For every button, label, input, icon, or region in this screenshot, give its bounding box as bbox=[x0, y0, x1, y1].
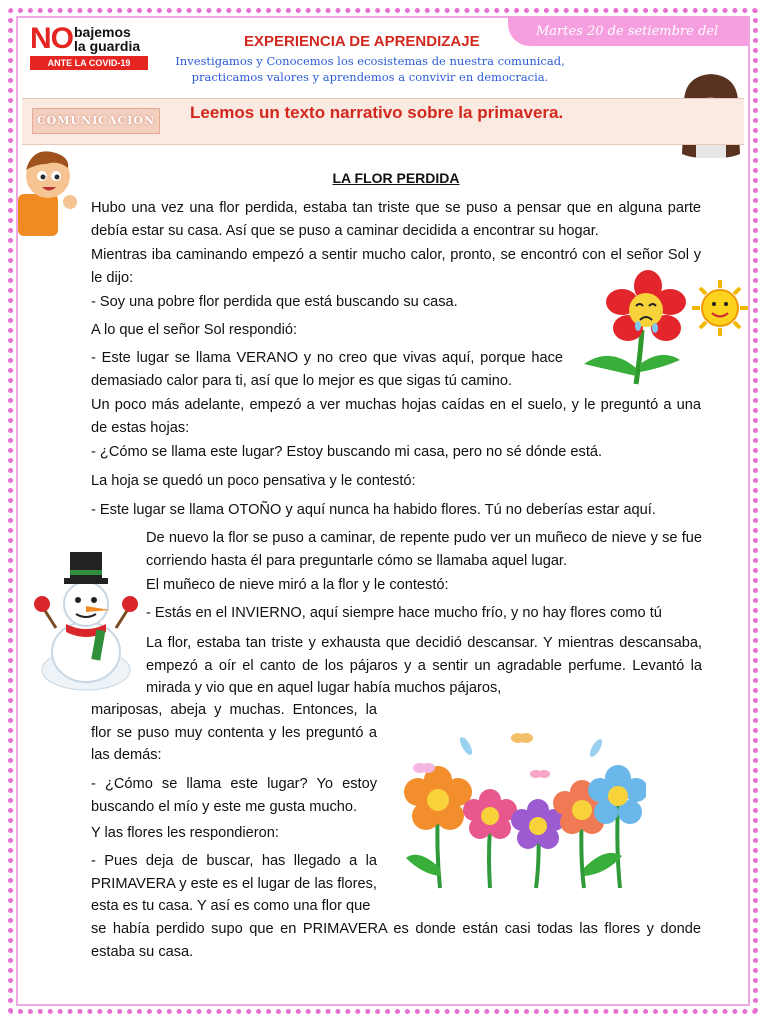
paragraph-10: De nuevo la flor se puso a caminar, de repente pudo ver un muñeco de nieve y se fue corriendo hasta él para preguntarle cómo se llamaba aquel lugar. bbox=[146, 530, 702, 569]
paragraph-15: - ¿Cómo se llama este lugar? Yo estoy buscando el mío y este me gusta mucho. bbox=[91, 776, 377, 815]
paragraph-13: La flor, estaba tan triste y exhausta que decidió descansar. Y mientras descansaba, empezó a oír el canto de los pájaros y a sentir un agradable perfume. Levantó la mirada y vio que en aquel lugar había muchos pájaros, bbox=[146, 635, 702, 696]
crying-flower-and-sun-illustration bbox=[570, 268, 748, 388]
logo-no: NO bbox=[30, 22, 73, 55]
paragraph-16: Y las flores les respondieron: bbox=[91, 825, 279, 841]
paragraph-17: - Pues deja de buscar, has llegado a la PRIMAVERA y este es el lugar de las flores, esta es tu casa. Y así es como una flor que bbox=[91, 853, 377, 914]
paragraph-11: El muñeco de nieve miró a la flor y le contestó: bbox=[146, 577, 449, 593]
paragraph-12: - Estás en el INVIERNO, aquí siempre hace mucho frío, y no hay flores como tú bbox=[146, 605, 662, 621]
story-title: LA FLOR PERDIDA bbox=[332, 170, 460, 186]
paragraph-8: La hoja se quedó un poco pensativa y le contestó: bbox=[91, 473, 416, 489]
logo-line2: la guardia bbox=[74, 38, 141, 54]
paragraph-7: - ¿Cómo se llama este lugar? Estoy buscando mi casa, pero no sé dónde está. bbox=[91, 444, 603, 460]
logo-line1: bajemos bbox=[74, 24, 131, 40]
no-bajemos-la-guardia-logo bbox=[30, 22, 150, 72]
experience-title: EXPERIENCIA DE APRENDIZAJE bbox=[244, 33, 480, 50]
logo-covid: ANTE LA COVID-19 bbox=[30, 56, 148, 70]
paragraph-14: mariposas, abeja y muchas. Entonces, la flor se puso muy contenta y les preguntó a las demás: bbox=[91, 702, 377, 763]
snowman-illustration bbox=[34, 544, 138, 692]
paragraph-4: A lo que el señor Sol respondió: bbox=[91, 322, 298, 338]
paragraph-2: Mientras iba caminando empezó a sentir mucho calor, pronto, se encontró con el señor Sol y le dijo: bbox=[91, 247, 701, 286]
area-label: COMUNICACIÓN bbox=[32, 108, 160, 134]
date-text: Martes 20 de setiembre del bbox=[536, 24, 719, 39]
paragraph-5: - Este lugar se llama VERANO y no creo que vivas aquí, porque hace demasiado calor para ti, así que lo mejor es que sigas tú camino. bbox=[91, 350, 563, 389]
boy-peeking-illustration bbox=[18, 146, 78, 236]
paragraph-18: se había perdido supo que en PRIMAVERA es donde están casi todas las flores y donde estaba su casa. bbox=[91, 921, 701, 960]
purpose-text: Investigamos y Conocemos los ecosistemas de nuestra comunicad, practicamos valores y aprendemos a convivir en democracia. bbox=[175, 54, 565, 84]
spring-flowers-illustration bbox=[400, 728, 646, 892]
paragraph-9: - Este lugar se llama OTOÑO y aquí nunca ha habido flores. Tú no deberías estar aquí. bbox=[91, 502, 656, 518]
paragraph-3: - Soy una pobre flor perdida que está buscando su casa. bbox=[91, 294, 458, 310]
session-title: Leemos un texto narrativo sobre la primavera. bbox=[190, 103, 564, 122]
paragraph-6: Un poco más adelante, empezó a ver muchas hojas caídas en el suelo, y le preguntó a una de estas hojas: bbox=[91, 397, 701, 436]
paragraph-1: Hubo una vez una flor perdida, estaba tan triste que se puso a pensar que en alguna parte debía estar su casa. Así que se puso a caminar decidida a encontrar su hogar. bbox=[91, 200, 701, 239]
